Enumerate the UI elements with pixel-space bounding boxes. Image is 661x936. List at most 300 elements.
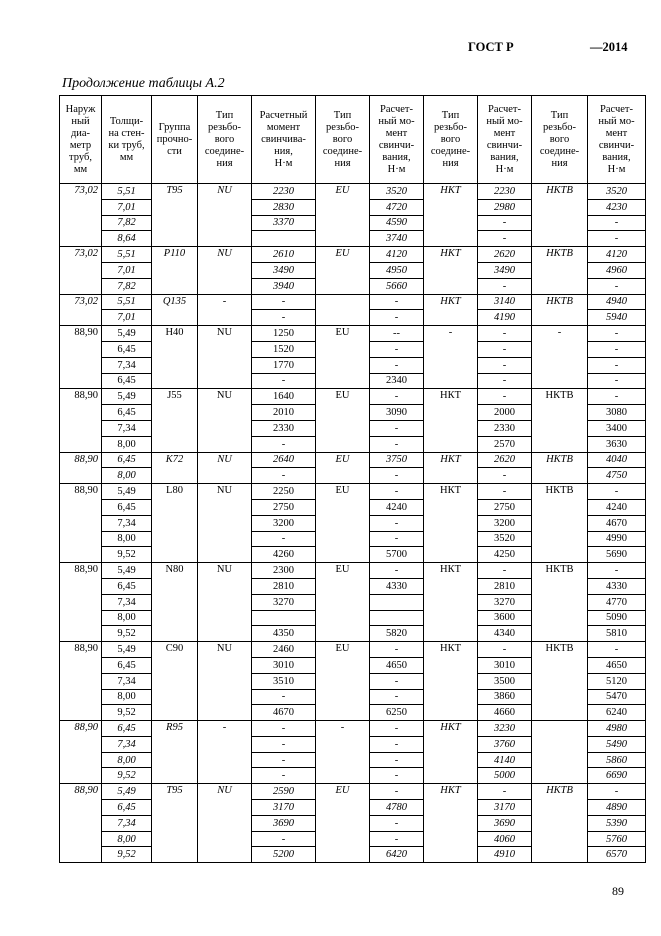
wall-thickness-cell: 9,52 (102, 547, 152, 563)
thread-type-cell: NU (198, 452, 252, 484)
torque-cell: 2830 (252, 199, 316, 215)
wall-thickness-cell: 7,01 (102, 310, 152, 326)
thread-type-cell: НКТВ (532, 784, 588, 863)
thread-type-cell: EU (316, 484, 370, 563)
torque-cell: 2250 (252, 484, 316, 500)
wall-thickness-cell: 5,49 (102, 484, 152, 500)
thread-type-cell: NU (198, 247, 252, 294)
torque-cell: 3400 (588, 420, 646, 436)
torque-cell: 6690 (588, 768, 646, 784)
grade-cell: C90 (152, 642, 198, 721)
wall-thickness-cell: 8,00 (102, 610, 152, 626)
torque-cell: 5470 (588, 689, 646, 705)
torque-cell: 2980 (478, 199, 532, 215)
torque-cell: 2610 (252, 247, 316, 263)
table-row (60, 784, 646, 800)
wall-thickness-cell: 8,64 (102, 231, 152, 247)
torque-cell: 3490 (252, 262, 316, 278)
wall-thickness-cell: 6,45 (102, 341, 152, 357)
table-row (60, 247, 646, 263)
thread-type-cell: НКТ (424, 563, 478, 642)
grade-cell: T95 (152, 784, 198, 863)
wall-thickness-cell: 7,34 (102, 515, 152, 531)
torque-cell: 4240 (588, 499, 646, 515)
wall-thickness-cell: 5,51 (102, 247, 152, 263)
wall-thickness-cell: 5,51 (102, 184, 152, 200)
torque-cell: - (478, 468, 532, 484)
torque-cell: 4750 (588, 468, 646, 484)
torque-cell: - (370, 768, 424, 784)
wall-thickness-cell: 7,01 (102, 262, 152, 278)
table-row (60, 326, 646, 342)
table-row (60, 484, 646, 500)
torque-cell: 3200 (252, 515, 316, 531)
torque-cell: 3270 (252, 594, 316, 610)
wall-thickness-cell: 7,82 (102, 215, 152, 231)
torque-cell: 4120 (370, 247, 424, 263)
column-header: Наруж ный диа- метр труб, мм (60, 96, 102, 184)
torque-cell: - (370, 563, 424, 579)
column-header: Толщи- на стен- ки труб, мм (102, 96, 152, 184)
torque-cell: - (252, 436, 316, 452)
diameter-cell: 88,90 (60, 452, 102, 484)
torque-cell: - (478, 215, 532, 231)
torque-cell: 4650 (588, 657, 646, 673)
torque-cell: - (252, 736, 316, 752)
grade-cell: K72 (152, 452, 198, 484)
torque-cell: 2330 (252, 420, 316, 436)
table-row (60, 184, 646, 200)
thread-type-cell: НКТ (424, 247, 478, 294)
torque-cell: - (588, 373, 646, 389)
torque-cell: - (588, 357, 646, 373)
torque-cell: 5000 (478, 768, 532, 784)
torque-cell: - (478, 231, 532, 247)
torque-cell: 3170 (478, 800, 532, 816)
wall-thickness-cell: 6,45 (102, 373, 152, 389)
torque-cell: 3510 (252, 673, 316, 689)
thread-type-cell: NU (198, 326, 252, 389)
torque-cell: 4250 (478, 547, 532, 563)
wall-thickness-cell: 7,34 (102, 815, 152, 831)
torque-cell: 4040 (588, 452, 646, 468)
page-number: 89 (612, 884, 624, 898)
torque-cell: - (252, 721, 316, 737)
torque-cell: 4260 (252, 547, 316, 563)
torque-cell: - (478, 389, 532, 405)
thread-type-cell: НКТВ (532, 642, 588, 721)
torque-cell: - (370, 721, 424, 737)
table-row (60, 452, 646, 468)
torque-cell: - (370, 468, 424, 484)
thread-type-cell: НКТВ (532, 294, 588, 326)
table-row (60, 721, 646, 737)
torque-cell: -- (370, 326, 424, 342)
torque-cell: - (252, 294, 316, 310)
torque-cell: - (478, 341, 532, 357)
torque-cell: - (588, 784, 646, 800)
torque-cell: - (252, 531, 316, 547)
wall-thickness-cell: 9,52 (102, 847, 152, 863)
column-header: Группа прочно- сти (152, 96, 198, 184)
torque-cell: 3090 (370, 405, 424, 421)
torque-cell: 3690 (478, 815, 532, 831)
torque-cell: 2230 (478, 184, 532, 200)
torque-cell: 2340 (370, 373, 424, 389)
torque-cell: 3520 (588, 184, 646, 200)
thread-type-cell: NU (198, 642, 252, 721)
torque-cell: 3010 (478, 657, 532, 673)
table-row (60, 389, 646, 405)
wall-thickness-cell: 7,34 (102, 357, 152, 373)
thread-type-cell: EU (316, 563, 370, 642)
thread-type-cell: EU (316, 784, 370, 863)
torque-cell: 3760 (478, 736, 532, 752)
torque-cell: 2620 (478, 247, 532, 263)
column-header: Тип резьбо- вого соедине- ния (316, 96, 370, 184)
thread-type-cell: EU (316, 642, 370, 721)
torque-cell: - (370, 642, 424, 658)
torque-cell: 2330 (478, 420, 532, 436)
torque-cell: 2640 (252, 452, 316, 468)
column-header: Расчет- ный мо- мент свинчи- вания, Н·м (478, 96, 532, 184)
torque-cell: - (252, 468, 316, 484)
thread-type-cell: НКТ (424, 721, 478, 784)
wall-thickness-cell: 9,52 (102, 768, 152, 784)
torque-cell: - (370, 531, 424, 547)
wall-thickness-cell: 9,52 (102, 705, 152, 721)
thread-type-cell: EU (316, 326, 370, 389)
torque-cell: - (370, 673, 424, 689)
diameter-cell: 88,90 (60, 563, 102, 642)
wall-thickness-cell: 8,00 (102, 531, 152, 547)
torque-cell: 4990 (588, 531, 646, 547)
torque-cell: - (370, 736, 424, 752)
torque-cell: 1640 (252, 389, 316, 405)
torque-cell: 4890 (588, 800, 646, 816)
grade-cell: Q135 (152, 294, 198, 326)
torque-cell: 3600 (478, 610, 532, 626)
torque-cell: 4960 (588, 262, 646, 278)
torque-cell: 4060 (478, 831, 532, 847)
torque-cell: 3520 (478, 531, 532, 547)
wall-thickness-cell: 7,01 (102, 199, 152, 215)
column-header: Тип резьбо- вого соедине- ния (198, 96, 252, 184)
torque-cell: - (252, 689, 316, 705)
torque-cell: - (370, 815, 424, 831)
diameter-cell: 88,90 (60, 326, 102, 389)
grade-cell: H40 (152, 326, 198, 389)
column-header: Расчетный момент свинчива- ния, Н·м (252, 96, 316, 184)
torque-cell: 2000 (478, 405, 532, 421)
torque-cell: - (370, 436, 424, 452)
diameter-cell: 88,90 (60, 642, 102, 721)
table-header-row (60, 96, 646, 184)
wall-thickness-cell: 7,34 (102, 736, 152, 752)
torque-cell: - (370, 689, 424, 705)
grade-cell: P110 (152, 247, 198, 294)
torque-cell: - (588, 326, 646, 342)
torque-cell: 3200 (478, 515, 532, 531)
torque-cell: 4670 (252, 705, 316, 721)
wall-thickness-cell: 6,45 (102, 800, 152, 816)
torque-table (59, 95, 646, 863)
wall-thickness-cell: 5,49 (102, 784, 152, 800)
torque-cell: - (588, 278, 646, 294)
torque-cell: 3630 (588, 436, 646, 452)
thread-type-cell: EU (316, 452, 370, 484)
grade-cell: T95 (152, 184, 198, 247)
wall-thickness-cell: 9,52 (102, 626, 152, 642)
torque-cell: 2750 (478, 499, 532, 515)
torque-cell: - (370, 420, 424, 436)
thread-type-cell: - (198, 721, 252, 784)
torque-cell: - (252, 831, 316, 847)
thread-type-cell: НКТ (424, 784, 478, 863)
wall-thickness-cell: 8,00 (102, 436, 152, 452)
torque-cell: 2010 (252, 405, 316, 421)
torque-cell: 5940 (588, 310, 646, 326)
torque-cell: 2810 (478, 578, 532, 594)
torque-cell: 5200 (252, 847, 316, 863)
torque-cell: 5860 (588, 752, 646, 768)
torque-cell: 2570 (478, 436, 532, 452)
diameter-cell: 88,90 (60, 389, 102, 452)
thread-type-cell: НКТВ (532, 389, 588, 452)
wall-thickness-cell: 6,45 (102, 578, 152, 594)
torque-cell: 4140 (478, 752, 532, 768)
wall-thickness-cell: 6,45 (102, 657, 152, 673)
wall-thickness-cell: 7,34 (102, 594, 152, 610)
torque-cell: - (588, 341, 646, 357)
torque-cell: 5690 (588, 547, 646, 563)
thread-type-cell: НКТ (424, 642, 478, 721)
torque-cell: 4340 (478, 626, 532, 642)
torque-cell: 3490 (478, 262, 532, 278)
torque-cell (370, 594, 424, 610)
thread-type-cell: НКТВ (532, 184, 588, 247)
torque-cell: - (370, 341, 424, 357)
torque-cell: - (370, 831, 424, 847)
thread-type-cell: НКТ (424, 294, 478, 326)
wall-thickness-cell: 6,45 (102, 452, 152, 468)
thread-type-cell: НКТВ (532, 563, 588, 642)
torque-cell: 3140 (478, 294, 532, 310)
torque-cell: - (478, 278, 532, 294)
torque-cell: 5120 (588, 673, 646, 689)
torque-cell: - (370, 515, 424, 531)
torque-cell: - (588, 389, 646, 405)
diameter-cell: 88,90 (60, 484, 102, 563)
column-header: Расчет- ный мо- мент свинчи- вания, Н·м (588, 96, 646, 184)
wall-thickness-cell: 7,34 (102, 673, 152, 689)
diameter-cell: 88,90 (60, 721, 102, 784)
thread-type-cell: НКТ (424, 184, 478, 247)
thread-type-cell: NU (198, 484, 252, 563)
wall-thickness-cell: 5,49 (102, 326, 152, 342)
torque-cell: - (252, 752, 316, 768)
torque-cell: - (588, 563, 646, 579)
grade-cell: R95 (152, 721, 198, 784)
wall-thickness-cell: 5,51 (102, 294, 152, 310)
wall-thickness-cell: 5,49 (102, 563, 152, 579)
wall-thickness-cell: 8,00 (102, 468, 152, 484)
torque-cell: - (478, 784, 532, 800)
torque-cell: 6570 (588, 847, 646, 863)
torque-cell: 5090 (588, 610, 646, 626)
thread-type-cell: НКТВ (532, 247, 588, 294)
torque-cell: 5820 (370, 626, 424, 642)
torque-cell: 5390 (588, 815, 646, 831)
torque-cell: 5490 (588, 736, 646, 752)
diameter-cell: 73,02 (60, 247, 102, 294)
thread-type-cell: EU (316, 389, 370, 452)
table-row (60, 294, 646, 310)
torque-cell: 4650 (370, 657, 424, 673)
torque-cell: 4780 (370, 800, 424, 816)
torque-cell: - (478, 642, 532, 658)
torque-cell: - (588, 231, 646, 247)
torque-cell: 6240 (588, 705, 646, 721)
torque-cell: 3230 (478, 721, 532, 737)
torque-cell: 3940 (252, 278, 316, 294)
wall-thickness-cell: 8,00 (102, 831, 152, 847)
wall-thickness-cell: 5,49 (102, 642, 152, 658)
torque-cell: 3370 (252, 215, 316, 231)
torque-cell: - (370, 310, 424, 326)
thread-type-cell: - (532, 326, 588, 389)
torque-cell: - (588, 215, 646, 231)
torque-cell: 3690 (252, 815, 316, 831)
torque-cell: 4770 (588, 594, 646, 610)
thread-type-cell (532, 721, 588, 784)
torque-cell: - (478, 484, 532, 500)
torque-cell: - (252, 373, 316, 389)
wall-thickness-cell: 5,49 (102, 389, 152, 405)
torque-cell: 3750 (370, 452, 424, 468)
torque-cell: 4240 (370, 499, 424, 515)
torque-cell: - (252, 768, 316, 784)
torque-cell: - (370, 389, 424, 405)
torque-cell: 6420 (370, 847, 424, 863)
torque-cell: 5810 (588, 626, 646, 642)
torque-cell: 2810 (252, 578, 316, 594)
diameter-cell: 73,02 (60, 184, 102, 247)
torque-cell: 4950 (370, 262, 424, 278)
torque-cell: 2750 (252, 499, 316, 515)
torque-cell: 2300 (252, 563, 316, 579)
thread-type-cell: НКТВ (532, 484, 588, 563)
torque-cell: - (478, 326, 532, 342)
thread-type-cell: - (198, 294, 252, 326)
table-row (60, 563, 646, 579)
torque-cell: - (588, 484, 646, 500)
thread-type-cell (316, 294, 370, 326)
torque-cell: 4910 (478, 847, 532, 863)
torque-cell: - (588, 642, 646, 658)
torque-cell: 4940 (588, 294, 646, 310)
torque-cell: 4330 (370, 578, 424, 594)
torque-cell (252, 610, 316, 626)
torque-cell: 2460 (252, 642, 316, 658)
torque-cell: 3740 (370, 231, 424, 247)
torque-cell: 4980 (588, 721, 646, 737)
torque-cell: - (478, 563, 532, 579)
wall-thickness-cell: 6,45 (102, 499, 152, 515)
torque-cell: 3520 (370, 184, 424, 200)
torque-cell: 4230 (588, 199, 646, 215)
torque-cell: 3270 (478, 594, 532, 610)
wall-thickness-cell: 8,00 (102, 689, 152, 705)
torque-cell: 4190 (478, 310, 532, 326)
wall-thickness-cell: 7,34 (102, 420, 152, 436)
torque-cell: 2590 (252, 784, 316, 800)
torque-cell: 4660 (478, 705, 532, 721)
torque-cell: - (370, 484, 424, 500)
thread-type-cell: EU (316, 247, 370, 294)
torque-cell (370, 610, 424, 626)
thread-type-cell: NU (198, 389, 252, 452)
thread-type-cell: - (424, 326, 478, 389)
wall-thickness-cell: 7,82 (102, 278, 152, 294)
torque-cell (252, 231, 316, 247)
table-body (60, 184, 646, 863)
thread-type-cell: НКТ (424, 484, 478, 563)
torque-cell: - (252, 310, 316, 326)
torque-cell: 5700 (370, 547, 424, 563)
standard-title: ГОСТ Р (468, 40, 514, 54)
column-header: Расчет- ный мо- мент свинчи- вания, Н·м (370, 96, 424, 184)
wall-thickness-cell: 6,45 (102, 405, 152, 421)
torque-cell: - (478, 357, 532, 373)
thread-type-cell: NU (198, 784, 252, 863)
torque-cell: 4120 (588, 247, 646, 263)
torque-cell: - (370, 294, 424, 310)
torque-cell: 1520 (252, 341, 316, 357)
torque-cell: 4720 (370, 199, 424, 215)
torque-cell: - (370, 784, 424, 800)
column-header: Тип резьбо- вого соедине- ния (532, 96, 588, 184)
torque-cell: 6250 (370, 705, 424, 721)
torque-cell: 1770 (252, 357, 316, 373)
grade-cell: N80 (152, 563, 198, 642)
grade-cell: J55 (152, 389, 198, 452)
torque-cell: 3170 (252, 800, 316, 816)
torque-cell: - (478, 373, 532, 389)
diameter-cell: 73,02 (60, 294, 102, 326)
torque-cell: 4670 (588, 515, 646, 531)
torque-cell: 3010 (252, 657, 316, 673)
thread-type-cell: NU (198, 563, 252, 642)
torque-cell: 5660 (370, 278, 424, 294)
wall-thickness-cell: 8,00 (102, 752, 152, 768)
thread-type-cell: - (316, 721, 370, 784)
column-header: Тип резьбо- вого соедине- ния (424, 96, 478, 184)
thread-type-cell: NU (198, 184, 252, 247)
thread-type-cell: EU (316, 184, 370, 247)
torque-cell: 4350 (252, 626, 316, 642)
torque-cell: 3860 (478, 689, 532, 705)
thread-type-cell: НКТ (424, 452, 478, 484)
grade-cell: L80 (152, 484, 198, 563)
torque-cell: - (370, 752, 424, 768)
torque-cell: - (370, 357, 424, 373)
diameter-cell: 88,90 (60, 784, 102, 863)
torque-cell: 2620 (478, 452, 532, 468)
table-row (60, 642, 646, 658)
torque-cell: 4590 (370, 215, 424, 231)
standard-year: —2014 (590, 40, 628, 54)
